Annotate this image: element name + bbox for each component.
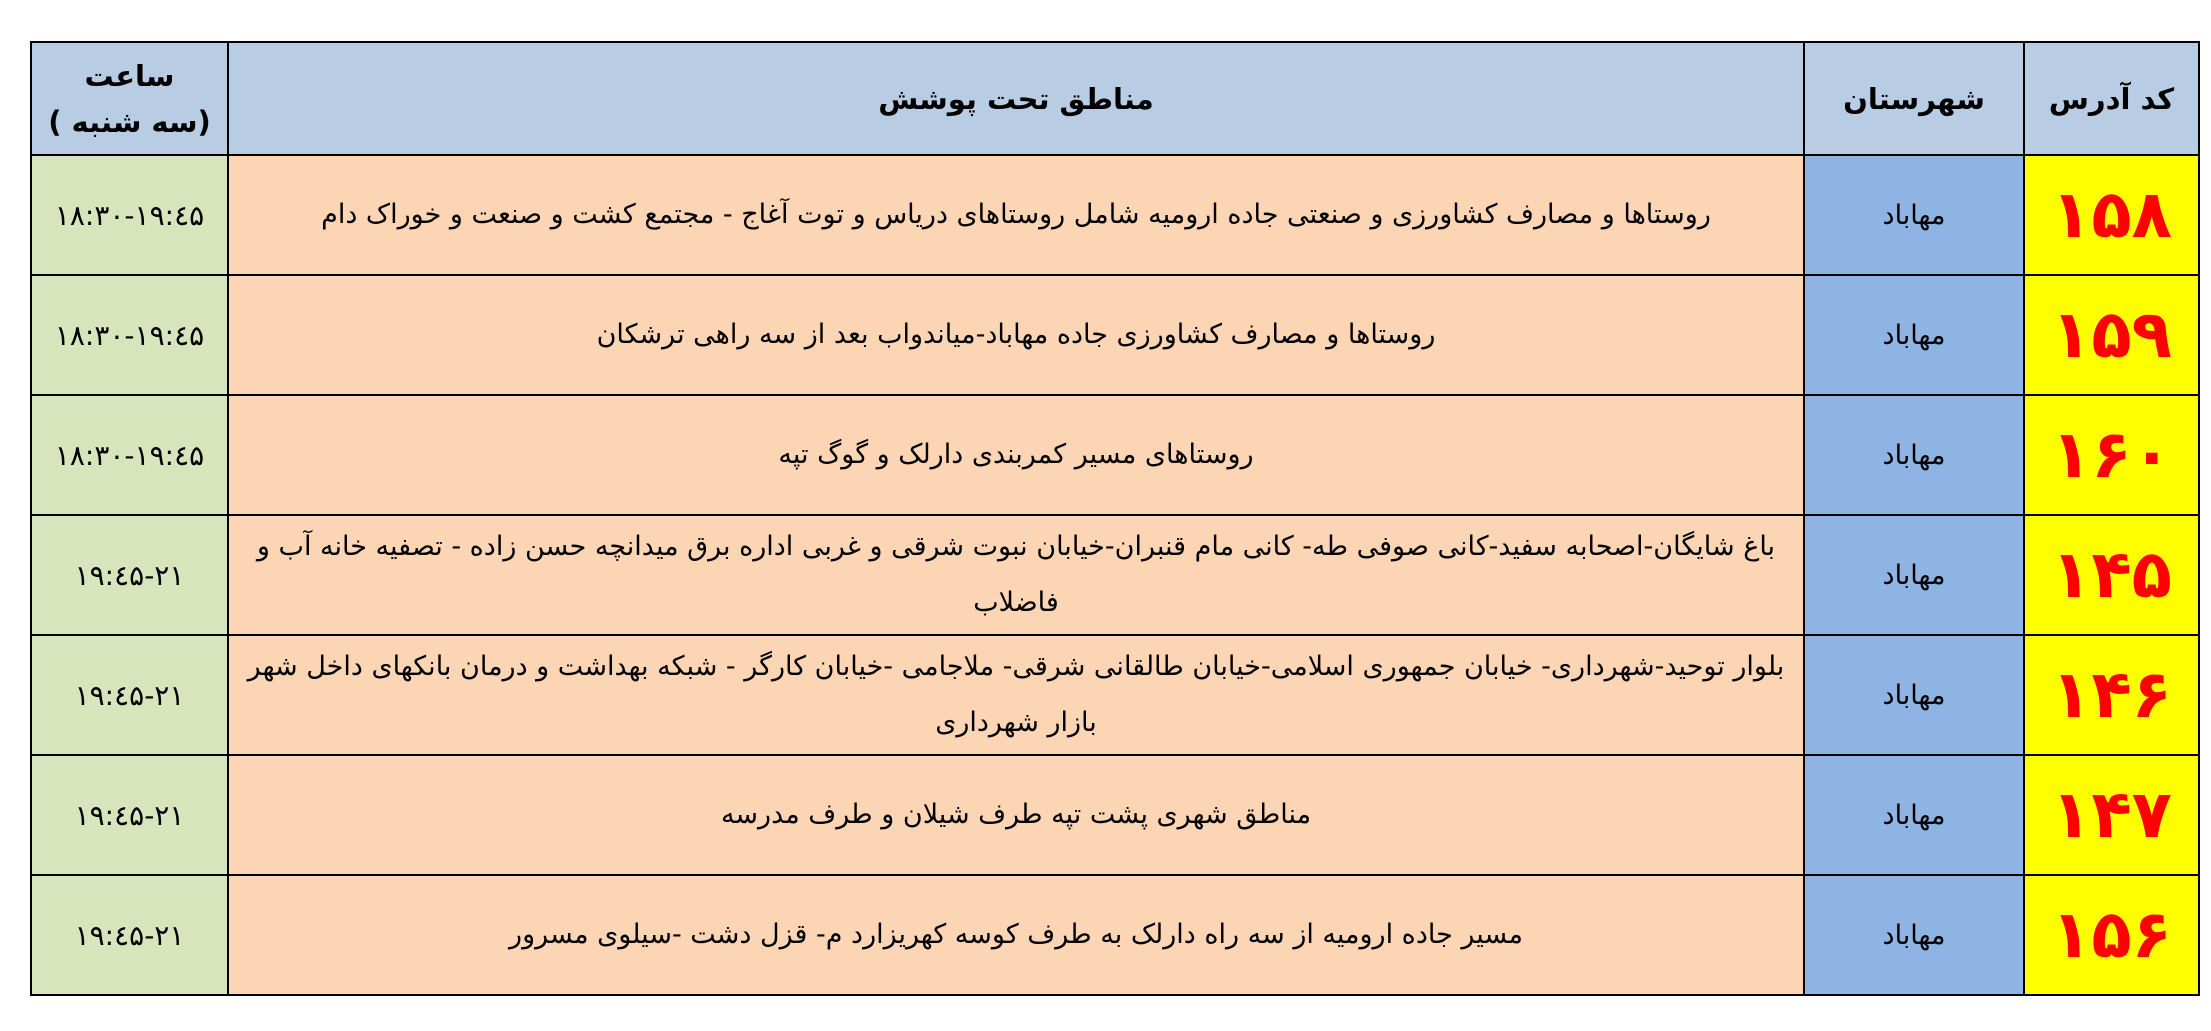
table-row (31, 875, 2199, 995)
hours-cell: ۱۹:٤۵-۲۱ (31, 515, 228, 635)
address-code-cell: ۱۵۹ (2024, 275, 2199, 395)
header-hours-day: (سه شنبه ) (48, 104, 211, 139)
county-cell: مهاباد (1804, 275, 2024, 395)
table-body (31, 155, 2199, 995)
county-cell: مهاباد (1804, 875, 2024, 995)
header-hours (31, 42, 228, 155)
outage-schedule-table (30, 41, 2200, 996)
hours-cell: ۱۹:٤۵-۲۱ (31, 875, 228, 995)
table-row (31, 635, 2199, 755)
table-header-row (31, 42, 2199, 155)
header-county: شهرستان (1804, 42, 2024, 155)
hours-cell: ۱۸:۳۰-۱۹:٤۵ (31, 395, 228, 515)
address-code-cell: ۱۶۰ (2024, 395, 2199, 515)
county-cell: مهاباد (1804, 635, 2024, 755)
covered-areas-cell: روستاها و مصارف کشاورزی جاده مهاباد-میاندواب بعد از سه راهی ترشکان (228, 275, 1804, 395)
table-row (31, 275, 2199, 395)
hours-cell: ۱۸:۳۰-۱۹:٤۵ (31, 275, 228, 395)
hours-cell: ۱۹:٤۵-۲۱ (31, 635, 228, 755)
address-code-cell: ۱۵۸ (2024, 155, 2199, 275)
hours-cell: ۱۹:٤۵-۲۱ (31, 755, 228, 875)
covered-areas-cell: مسیر جاده ارومیه از سه راه دارلک به طرف کوسه کهریزارد م- قزل دشت -سیلوی مسرور (228, 875, 1804, 995)
hours-cell: ۱۸:۳۰-۱۹:٤۵ (31, 155, 228, 275)
address-code-cell: ۱۴۶ (2024, 635, 2199, 755)
header-covered-areas: مناطق تحت پوشش (228, 42, 1804, 155)
table-row (31, 755, 2199, 875)
header-hours-title: ساعت (84, 58, 175, 93)
address-code-cell: ۱۵۶ (2024, 875, 2199, 995)
covered-areas-cell: مناطق شهری پشت تپه طرف شیلان و طرف مدرسه (228, 755, 1804, 875)
county-cell: مهاباد (1804, 155, 2024, 275)
covered-areas-cell: روستاها و مصارف کشاورزی و صنعتی جاده ارومیه شامل روستاهای دریاس و توت آغاج - مجتمع کشت و صنعت و خوراک دام (228, 155, 1804, 275)
address-code-cell: ۱۴۵ (2024, 515, 2199, 635)
covered-areas-cell: روستاهای مسیر کمربندی دارلک و گوگ تپه (228, 395, 1804, 515)
covered-areas-cell: بلوار توحید-شهرداری- خیابان جمهوری اسلامی-خیابان طالقانی شرقی- ملاجامی -خیابان کارگر - شبکه بهداشت و درمان بانکهای داخل شهر بازار شهرداری (228, 635, 1804, 755)
county-cell: مهاباد (1804, 755, 2024, 875)
county-cell: مهاباد (1804, 395, 2024, 515)
table-row (31, 155, 2199, 275)
header-address-code: کد آدرس (2024, 42, 2199, 155)
address-code-cell: ۱۴۷ (2024, 755, 2199, 875)
county-cell: مهاباد (1804, 515, 2024, 635)
table-row (31, 515, 2199, 635)
table-row (31, 395, 2199, 515)
covered-areas-cell: باغ شایگان-اصحابه سفید-کانی صوفی طه- کانی مام قنبران-خیابان نبوت شرقی و غربی اداره برق میدانچه حسن زاده - تصفیه خانه آب و فاضلاب (228, 515, 1804, 635)
